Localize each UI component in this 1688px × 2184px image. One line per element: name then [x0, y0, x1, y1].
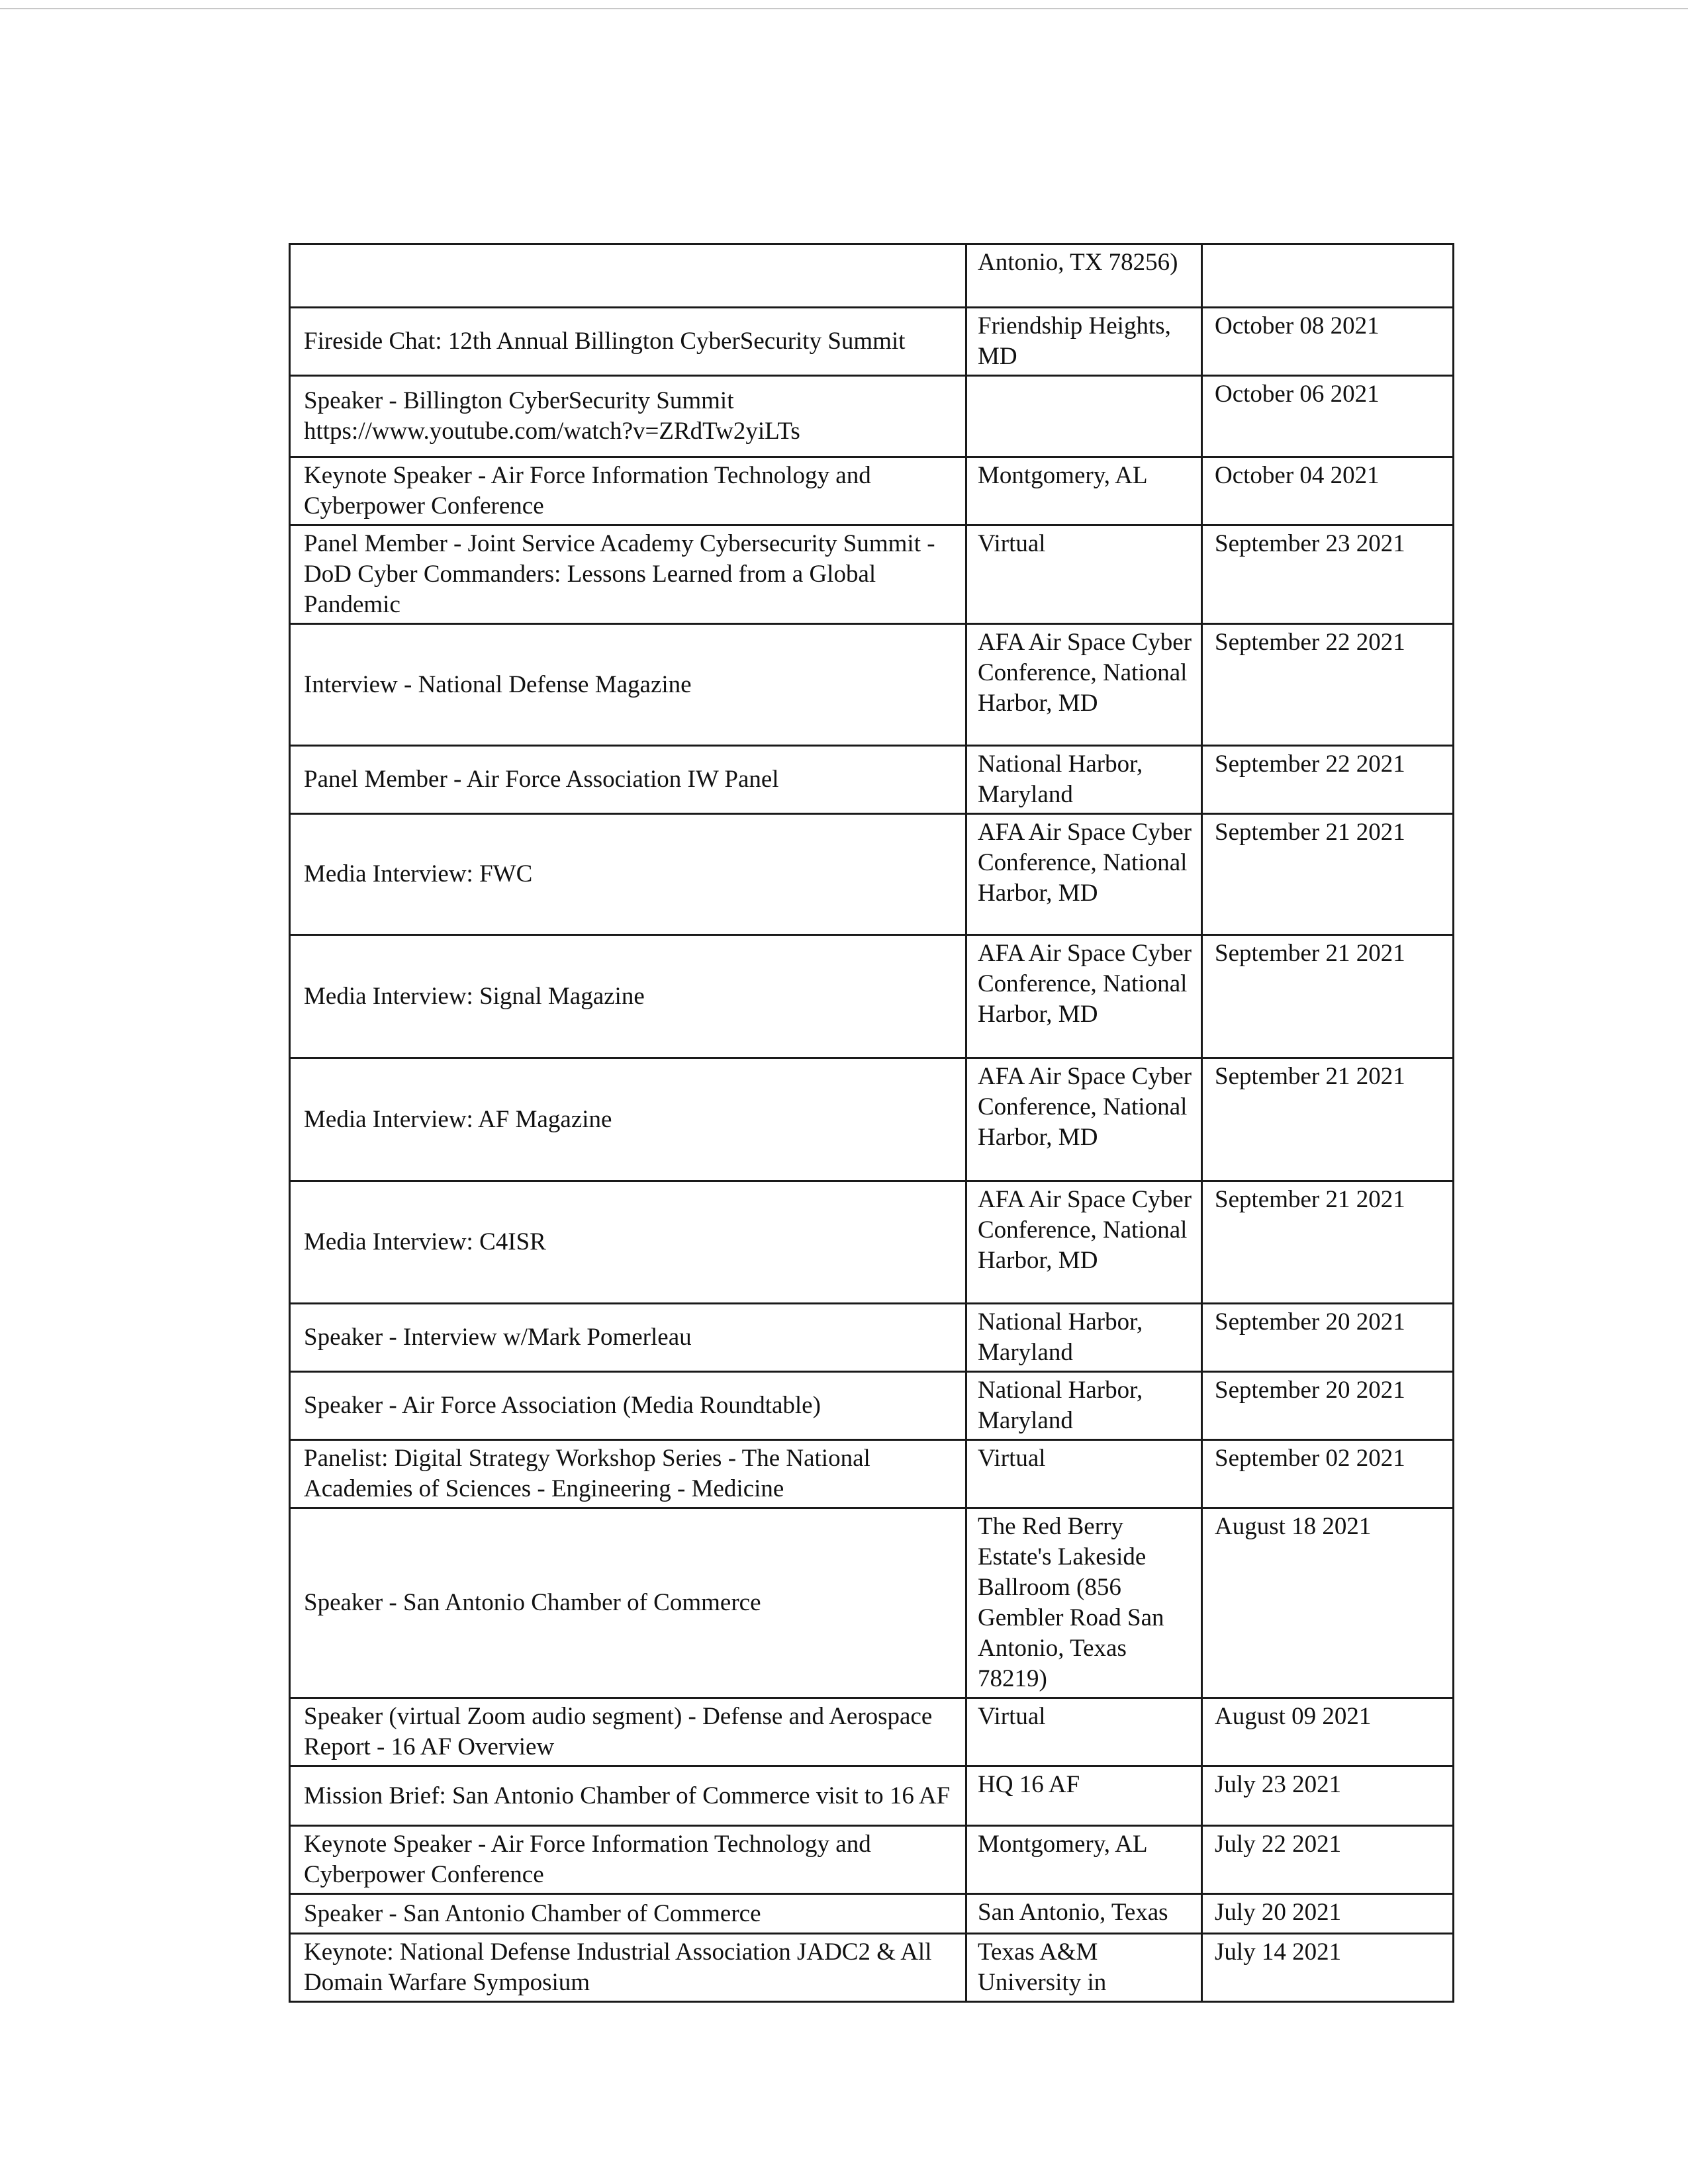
date-cell — [1202, 1440, 1454, 1508]
table-row — [290, 1508, 1454, 1698]
event-cell — [290, 814, 966, 935]
event-cell — [290, 376, 966, 457]
event-text: Speaker - San Antonio Chamber of Commerce — [304, 1589, 761, 1616]
date-cell — [1202, 244, 1454, 308]
event-cell — [290, 1934, 966, 2002]
date-text: July 14 2021 — [1215, 1938, 1342, 1966]
event-cell — [290, 1058, 966, 1181]
table-row — [290, 1766, 1454, 1826]
event-text: Panel Member - Air Force Association IW Panel — [304, 766, 779, 793]
location-text: Montgomery, AL — [978, 462, 1148, 489]
location-text: AFA Air Space Cyber Conference, National Harbor, MD — [978, 1186, 1192, 1274]
event-cell — [290, 457, 966, 525]
date-text: October 06 2021 — [1215, 381, 1380, 408]
date-cell — [1202, 1698, 1454, 1766]
date-text: July 22 2021 — [1215, 1831, 1342, 1858]
location-cell — [966, 1508, 1202, 1698]
location-cell — [966, 457, 1202, 525]
date-cell — [1202, 1058, 1454, 1181]
location-text: AFA Air Space Cyber Conference, National Harbor, MD — [978, 819, 1192, 907]
table-row — [290, 376, 1454, 457]
date-cell — [1202, 1181, 1454, 1304]
location-cell — [966, 244, 1202, 308]
date-cell — [1202, 814, 1454, 935]
date-text: September 21 2021 — [1215, 1063, 1405, 1090]
event-cell — [290, 525, 966, 624]
date-text: September 21 2021 — [1215, 940, 1405, 967]
event-text: Keynote Speaker - Air Force Information Technology and Cyberpower Conference — [304, 462, 871, 520]
location-text: San Antonio, Texas — [978, 1899, 1168, 1926]
event-cell — [290, 1181, 966, 1304]
location-cell — [966, 1372, 1202, 1440]
event-text: Keynote: National Defense Industrial Association JADC2 & All Domain Warfare Symposium — [304, 1938, 932, 1996]
date-text: September 22 2021 — [1215, 751, 1405, 778]
date-text: July 20 2021 — [1215, 1899, 1342, 1926]
date-cell — [1202, 1508, 1454, 1698]
table-row — [290, 1440, 1454, 1508]
event-text: Interview - National Defense Magazine — [304, 670, 692, 698]
table-row — [290, 1934, 1454, 2002]
table-row — [290, 1304, 1454, 1372]
location-text: Virtual — [978, 1703, 1046, 1730]
date-cell — [1202, 1304, 1454, 1372]
event-text: Fireside Chat: 12th Annual Billington CyberSecurity Summit — [304, 328, 906, 355]
location-text: AFA Air Space Cyber Conference, National Harbor, MD — [978, 629, 1192, 717]
event-cell — [290, 1508, 966, 1698]
date-cell — [1202, 1766, 1454, 1826]
location-text: Virtual — [978, 530, 1046, 557]
event-cell — [290, 1440, 966, 1508]
event-text: Speaker - Interview w/Mark Pomerleau — [304, 1324, 692, 1351]
date-text: August 09 2021 — [1215, 1703, 1372, 1730]
location-text: National Harbor, Maryland — [978, 1308, 1143, 1366]
table-row — [290, 1058, 1454, 1181]
location-cell — [966, 1304, 1202, 1372]
table-row — [290, 814, 1454, 935]
event-cell — [290, 624, 966, 746]
event-cell — [290, 746, 966, 814]
date-cell — [1202, 1894, 1454, 1934]
event-text: Speaker - Billington CyberSecurity Summit https://www.youtube.com/watch?v=ZRdTw2yiLTs — [304, 387, 800, 445]
event-text: Media Interview: C4ISR — [304, 1228, 546, 1255]
date-text: September 21 2021 — [1215, 819, 1405, 846]
location-text: National Harbor, Maryland — [978, 751, 1143, 808]
event-text: Media Interview: FWC — [304, 860, 533, 887]
date-text: September 22 2021 — [1215, 629, 1405, 656]
table-row — [290, 308, 1454, 376]
event-cell — [290, 1894, 966, 1934]
date-text: September 20 2021 — [1215, 1308, 1405, 1336]
location-text: National Harbor, Maryland — [978, 1377, 1143, 1434]
location-text: HQ 16 AF — [978, 1771, 1080, 1798]
location-cell — [966, 1766, 1202, 1826]
location-cell — [966, 1440, 1202, 1508]
events-table — [289, 243, 1454, 2003]
date-cell — [1202, 1826, 1454, 1894]
date-text: September 21 2021 — [1215, 1186, 1405, 1213]
event-cell — [290, 935, 966, 1058]
event-cell — [290, 1698, 966, 1766]
table-row — [290, 1826, 1454, 1894]
table-row — [290, 624, 1454, 746]
date-text: August 18 2021 — [1215, 1513, 1372, 1540]
location-cell — [966, 1826, 1202, 1894]
date-text: October 08 2021 — [1215, 312, 1380, 340]
location-cell — [966, 1934, 1202, 2002]
location-cell — [966, 1698, 1202, 1766]
table-row — [290, 746, 1454, 814]
event-text: Media Interview: AF Magazine — [304, 1105, 612, 1133]
location-cell — [966, 1894, 1202, 1934]
date-cell — [1202, 935, 1454, 1058]
table-row — [290, 244, 1454, 308]
location-cell — [966, 308, 1202, 376]
event-cell — [290, 1766, 966, 1826]
location-text: AFA Air Space Cyber Conference, National Harbor, MD — [978, 940, 1192, 1028]
location-cell — [966, 1058, 1202, 1181]
table-row — [290, 1181, 1454, 1304]
event-text: Keynote Speaker - Air Force Information Technology and Cyberpower Conference — [304, 1831, 871, 1888]
location-cell — [966, 935, 1202, 1058]
date-cell — [1202, 624, 1454, 746]
location-cell — [966, 1181, 1202, 1304]
date-cell — [1202, 457, 1454, 525]
event-cell — [290, 1304, 966, 1372]
event-text: Speaker (virtual Zoom audio segment) - Defense and Aerospace Report - 16 AF Overview — [304, 1703, 933, 1760]
event-text: Speaker - San Antonio Chamber of Commerce — [304, 1899, 761, 1927]
location-text: AFA Air Space Cyber Conference, National Harbor, MD — [978, 1063, 1192, 1151]
location-text: Antonio, TX 78256) — [978, 249, 1178, 276]
table-row — [290, 1372, 1454, 1440]
date-text: September 20 2021 — [1215, 1377, 1405, 1404]
location-text: Montgomery, AL — [978, 1831, 1148, 1858]
location-cell — [966, 814, 1202, 935]
location-text: Friendship Heights, MD — [978, 312, 1171, 370]
event-cell — [290, 308, 966, 376]
date-text: October 04 2021 — [1215, 462, 1380, 489]
scan-top-edge — [0, 0, 1688, 9]
date-cell — [1202, 1934, 1454, 2002]
document-page — [289, 243, 1452, 2003]
location-cell — [966, 624, 1202, 746]
date-cell — [1202, 308, 1454, 376]
table-row — [290, 935, 1454, 1058]
table-row — [290, 1894, 1454, 1934]
table-row — [290, 1698, 1454, 1766]
event-cell — [290, 244, 966, 308]
event-cell — [290, 1372, 966, 1440]
date-text: September 02 2021 — [1215, 1445, 1405, 1472]
location-text: The Red Berry Estate's Lakeside Ballroom (856 Gembler Road San Antonio, Texas 78219) — [978, 1513, 1164, 1692]
event-text: Panel Member - Joint Service Academy Cybersecurity Summit - DoD Cyber Commanders: Lessons Learned from a Global Pandemic — [304, 530, 935, 618]
location-text: Virtual — [978, 1445, 1046, 1472]
event-text: Panelist: Digital Strategy Workshop Series - The National Academies of Sciences - Engineering - Medicine — [304, 1445, 870, 1502]
date-cell — [1202, 1372, 1454, 1440]
event-text: Media Interview: Signal Magazine — [304, 982, 645, 1010]
event-text: Mission Brief: San Antonio Chamber of Commerce visit to 16 AF — [304, 1782, 951, 1809]
table-row — [290, 457, 1454, 525]
date-text: September 23 2021 — [1215, 530, 1405, 557]
event-text: Speaker - Air Force Association (Media Roundtable) — [304, 1392, 821, 1419]
location-text: Texas A&M University in — [978, 1938, 1107, 1996]
table-row — [290, 525, 1454, 624]
location-cell — [966, 525, 1202, 624]
date-text: July 23 2021 — [1215, 1771, 1342, 1798]
event-cell — [290, 1826, 966, 1894]
date-cell — [1202, 525, 1454, 624]
date-cell — [1202, 376, 1454, 457]
location-cell — [966, 746, 1202, 814]
date-cell — [1202, 746, 1454, 814]
location-cell — [966, 376, 1202, 457]
